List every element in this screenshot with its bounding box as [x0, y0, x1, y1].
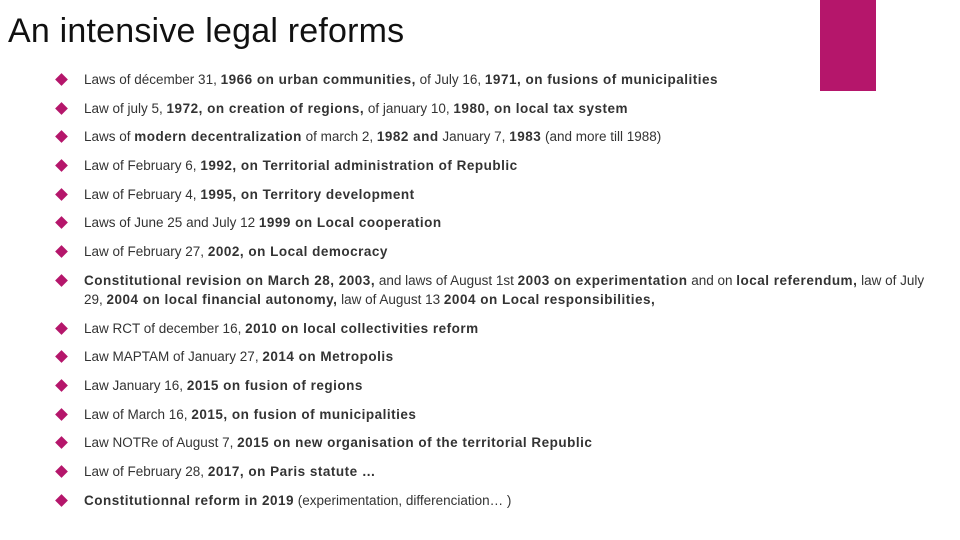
list-item [55, 185, 945, 204]
diamond-bullet-icon [55, 131, 68, 144]
list-item [55, 347, 945, 366]
diamond-bullet-icon [55, 159, 68, 172]
item-emphasis-text: 1972, on creation of regions, [166, 100, 365, 116]
item-text: January 7, [438, 129, 510, 145]
slide-title: An intensive legal reforms [8, 12, 405, 50]
item-text: Law of February 27, [84, 244, 208, 260]
list-item [55, 127, 945, 146]
list-item [55, 156, 945, 175]
item-text: and on [687, 272, 737, 288]
diamond-bullet-icon [55, 494, 68, 507]
item-text: Law of February 28, [84, 463, 208, 479]
list-item [55, 70, 945, 89]
item-text: (experimentation, differenciation… ) [294, 492, 512, 508]
diamond-bullet-icon [55, 350, 68, 363]
item-emphasis-text: modern decentralization [134, 129, 302, 145]
list-item [55, 433, 945, 452]
diamond-bullet-icon [55, 408, 68, 421]
item-text: Law of February 4, [84, 186, 201, 202]
item-emphasis-text: 2004 on Local responsibilities, [443, 291, 656, 307]
list-item [55, 242, 945, 261]
item-text: law of August 13 [337, 291, 444, 307]
list-item [55, 491, 945, 510]
item-text: Laws of June 25 and July 12 [84, 215, 259, 231]
diamond-bullet-icon [55, 379, 68, 392]
item-emphasis-text: 1966 on urban communities, [220, 72, 416, 87]
item-text: Laws of décember 31, [84, 72, 221, 87]
item-text: Law RCT of december 16, [84, 320, 246, 336]
item-emphasis-text: 2015 on fusion of regions [186, 377, 363, 393]
diamond-bullet-icon [55, 322, 68, 335]
item-emphasis-text: 2004 on local financial autonomy, [106, 291, 338, 307]
list-item [55, 462, 945, 481]
list-item [55, 376, 945, 395]
item-text: of July 16, [415, 72, 485, 87]
diamond-bullet-icon [55, 73, 68, 86]
item-emphasis-text: 2015, on fusion of municipalities [191, 406, 417, 422]
item-text: Law of March 16, [84, 406, 192, 422]
item-text: of march 2, [301, 129, 377, 145]
item-emphasis-text: local referendum, [736, 272, 858, 288]
list-item [55, 213, 945, 232]
item-emphasis-text: 1980, on local tax system [453, 100, 629, 116]
item-text: Law of February 6, [84, 158, 201, 174]
item-emphasis-text: 1999 on Local cooperation [258, 215, 442, 231]
item-emphasis-text: 1995, on Territory development [200, 186, 415, 202]
item-emphasis-text: Constitutional revision on March 28, 2003, [84, 272, 376, 288]
item-emphasis-text: 1983 [509, 129, 542, 145]
item-text: and laws of August 1st [375, 272, 518, 288]
list-item [55, 271, 945, 309]
item-text: Laws of [84, 129, 135, 145]
diamond-bullet-icon [55, 102, 68, 115]
item-emphasis-text: 1992, on Territorial administration of Republic [200, 158, 518, 174]
item-emphasis-text: 2003 on experimentation [517, 272, 688, 288]
item-text: Law MAPTAM of January 27, [84, 349, 263, 365]
item-text: of january 10, [364, 100, 454, 116]
item-text: law of July 29, [84, 272, 925, 307]
item-emphasis-text: 1971, on fusions of municipalities [484, 72, 718, 87]
diamond-bullet-icon [55, 188, 68, 201]
list-item [55, 99, 945, 118]
item-text: Law NOTRe of August 7, [84, 435, 238, 451]
diamond-bullet-icon [55, 245, 68, 258]
item-text: Law of july 5, [84, 100, 167, 116]
item-emphasis-text: 2010 on local collectivities reform [245, 320, 479, 336]
item-emphasis-text: 2015 on new organisation of the territorial Republic [237, 435, 593, 451]
diamond-bullet-icon [55, 274, 68, 287]
item-text: (and more till 1988) [541, 129, 662, 145]
item-emphasis-text: 2002, on Local democracy [207, 244, 388, 260]
diamond-bullet-icon [55, 217, 68, 230]
list-item [55, 405, 945, 424]
diamond-bullet-icon [55, 465, 68, 478]
item-emphasis-text: 1982 and [376, 129, 439, 145]
reform-list [55, 70, 945, 519]
list-item [55, 319, 945, 338]
item-emphasis-text: 2017, on Paris statute … [207, 463, 376, 479]
item-emphasis-text: 2014 on Metropolis [262, 349, 394, 365]
diamond-bullet-icon [55, 436, 68, 449]
item-emphasis-text: Constitutionnal reform in 2019 [84, 492, 295, 508]
item-text: Law January 16, [84, 377, 187, 393]
